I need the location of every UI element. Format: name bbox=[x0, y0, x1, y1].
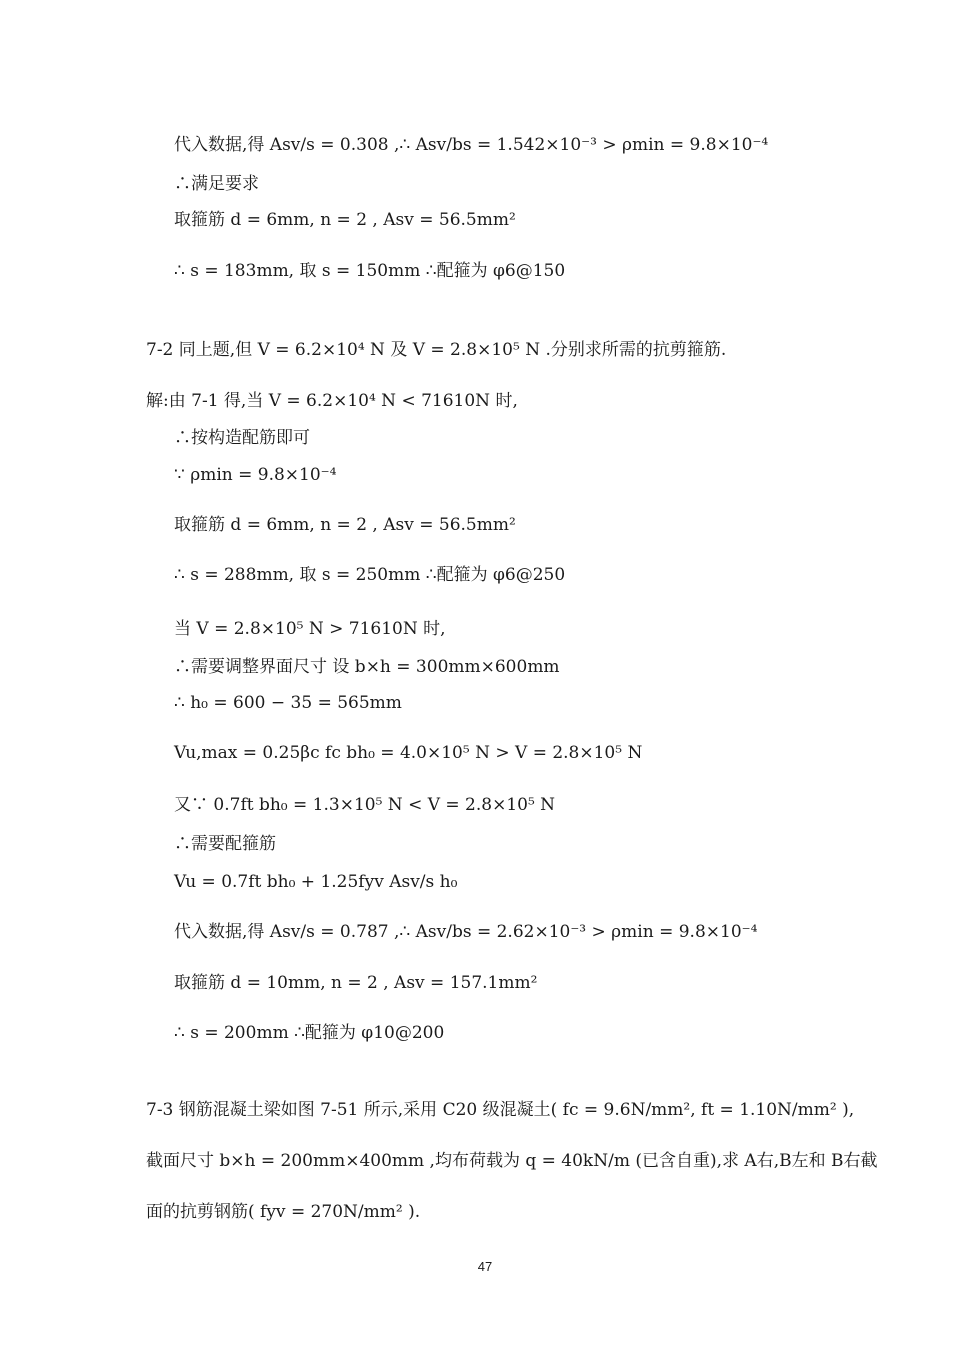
text-line: ∴需要调整界面尺寸 设 b×h = 300mm×600mm bbox=[174, 657, 560, 677]
text-line: 代入数据,得 Asv/s = 0.308 ,∴ Asv/bs = 1.542×10⁻³ > ρmin = 9.8×10⁻⁴ bbox=[174, 135, 769, 155]
text-line: 取箍筋 d = 6mm, n = 2 , Asv = 56.5mm² bbox=[174, 210, 516, 230]
text-line: 取箍筋 d = 10mm, n = 2 , Asv = 157.1mm² bbox=[174, 973, 538, 993]
text-line: ∴ h₀ = 600 − 35 = 565mm bbox=[174, 693, 402, 713]
text-line: 又∵ 0.7ft bh₀ = 1.3×10⁵ N < V = 2.8×10⁵ N bbox=[174, 795, 556, 815]
text-line: ∴ s = 200mm ∴配箍为 φ10@200 bbox=[174, 1023, 445, 1043]
problem-heading: 7-3 钢筋混凝土梁如图 7-51 所示,采用 C20 级混凝土( fc = 9.6N/mm², ft = 1.10N/mm² ), bbox=[146, 1100, 855, 1120]
text-line: 解:由 7-1 得,当 V = 6.2×10⁴ N < 71610N 时, bbox=[146, 391, 518, 411]
problem-heading: 7-2 同上题,但 V = 6.2×10⁴ N 及 V = 2.8×10⁵ N .分别求所需的抗剪箍筋. bbox=[146, 340, 727, 360]
text-line: ∴ s = 183mm, 取 s = 150mm ∴配箍为 φ6@150 bbox=[174, 261, 566, 281]
text-line: 面的抗剪钢筋( fyv = 270N/mm² ). bbox=[146, 1202, 421, 1222]
page-number: 47 bbox=[477, 1259, 493, 1274]
text-line: ∴需要配箍筋 bbox=[174, 834, 276, 854]
text-line: 取箍筋 d = 6mm, n = 2 , Asv = 56.5mm² bbox=[174, 515, 516, 535]
text-line: ∴ s = 288mm, 取 s = 250mm ∴配箍为 φ6@250 bbox=[174, 565, 566, 585]
text-line: Vu,max = 0.25βc fc bh₀ = 4.0×10⁵ N > V = 2.8×10⁵ N bbox=[174, 743, 643, 763]
text-line: ∴满足要求 bbox=[174, 174, 259, 194]
text-line: 截面尺寸 b×h = 200mm×400mm ,均布荷载为 q = 40kN/m (已含自重),求 A右,B左和 B右截 bbox=[146, 1151, 878, 1171]
text-line: ∴按构造配筋即可 bbox=[174, 428, 310, 448]
text-line: 当 V = 2.8×10⁵ N > 71610N 时, bbox=[174, 619, 446, 639]
text-line: Vu = 0.7ft bh₀ + 1.25fyv Asv/s h₀ bbox=[174, 872, 458, 892]
text-line: ∵ ρmin = 9.8×10⁻⁴ bbox=[174, 465, 337, 485]
text-line: 代入数据,得 Asv/s = 0.787 ,∴ Asv/bs = 2.62×10⁻³ > ρmin = 9.8×10⁻⁴ bbox=[174, 922, 758, 942]
